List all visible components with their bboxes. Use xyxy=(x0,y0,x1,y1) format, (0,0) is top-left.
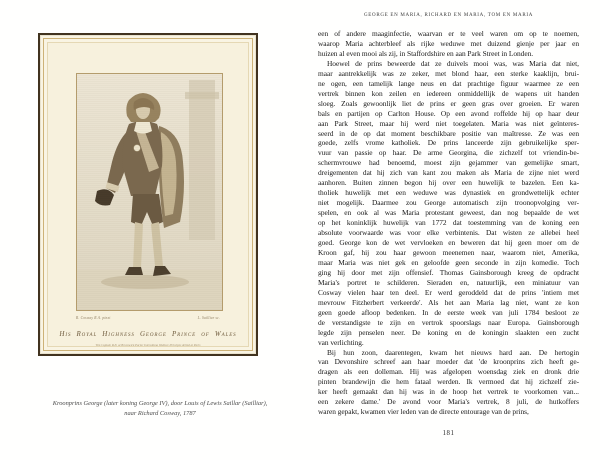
body-text-line: pinten brandewijn die hem fataal werden. Ik vermoed dat hij zichzelf zie- xyxy=(318,377,579,387)
running-header: GEORGE EN MARIA, RICHARD EN MARIA, TOM EN MARIA xyxy=(363,13,534,18)
body-text-line: goed. George kon de wet vervloeken en beweren dat hij geen moer om de xyxy=(318,238,579,248)
body-text-column xyxy=(318,29,579,417)
figure-caption xyxy=(20,399,300,418)
plate-credit-painter: R. Cosway R.A. pinxt xyxy=(76,316,111,320)
body-text-line: van verlichting. xyxy=(318,337,364,347)
body-text-line: spelen, en ook al was Maria protestant geweest, dan nog bepaalde de wet xyxy=(318,208,579,218)
body-text-line: waarop Maria achterbleef als rijke weduwe met duizend gienje per jaar en xyxy=(318,38,579,48)
prince-portrait-engraving xyxy=(76,73,223,311)
body-text-line: een of andere maaginfectie, waarvan er te veel waren om op te noemen, xyxy=(318,29,579,38)
plate-credit-engraver: L. Sailliar sc. xyxy=(197,316,220,320)
body-text-line: huizen al even mooi als zij, in Staffordshire en aan Park Street in Londen. xyxy=(318,48,534,58)
body-text-line: de verstandigste te zijn en vertrok spoorslags naar Europa. Gainsborough xyxy=(318,317,579,327)
body-text-line: vuur van passie op haar. De arme Georgina, die zichzelf tot vriendin-be- xyxy=(318,148,579,158)
figure-caption-line1: Kroonprins George (later koning George IV), door Louis of Lewis Saillar (Sailliar), xyxy=(52,400,268,407)
body-text-line: Maria's portret te schilderen. Sieraden en, natuurlijk, een miniatuur van xyxy=(318,277,579,287)
body-text-line: dragen als een dolleman. Hij was afgelopen woensdag ziek en dronk drie xyxy=(318,367,579,377)
page-number: 181 xyxy=(442,430,455,437)
body-text-line: waren gepakt, kwamen vier leden van de directe entourage van de prins, xyxy=(318,407,529,417)
body-text-line: mevrouw Fitzherbert verkeerde'. Als het aan Maria lag niet, want ze kon xyxy=(318,297,579,307)
body-text-line: tholiek huwelijk met een weduwe was dynastiek en grondwettelijk echter xyxy=(318,188,579,198)
body-text-line: sloeg. Zoals gewoonlijk liet de prins er geen gras over groeien. Er waren xyxy=(318,98,579,108)
plate-credits xyxy=(76,316,220,320)
body-text-line: ne ogen, een tamelijk lange neus en dat prachtige figuur waarmee ze een xyxy=(318,78,579,88)
body-text-line: absolute voorwaarde was voor elke verbintenis. Dat wisten ze allebei heel xyxy=(318,228,579,238)
body-text-line: niet mogelijk. Daarmee zou George automatisch zijn troonopvolging ver- xyxy=(318,198,579,208)
plate-publication-line: Wm Captain R.N. at Brunswick Partur Interallana Wallace Principes delind at Paris xyxy=(95,343,201,347)
body-text-line: van Devonshire schreef aan haar moeder dat 'de kroonprins zich heeft ge- xyxy=(318,357,579,367)
prince-figure-illustration xyxy=(77,74,222,310)
body-text-line: vertrek binnen kon zeilen en iedereen onmiddellijk de wapens uit handen xyxy=(318,88,579,98)
body-text-line: goede, zelfs vrome katholiek. De prins lanceerde zijn gebruikelijke sper- xyxy=(318,138,579,148)
body-text-line: Kroon gaf, hij zou haar gewoon meenemen naar, waarom niet, Amerika, xyxy=(318,247,579,257)
body-text-line: aanhoren. Buiten zinnen begon hij over een huwelijk te bazelen. Een ka- xyxy=(318,178,579,188)
body-text-line: Hoewel de prins beweerde dat ze duivels mooi was, was Maria dat niet, xyxy=(327,58,579,68)
body-text-line: Cosway vielen haar ten deel. Er werd geroddeld dat de prins 'intiem met xyxy=(318,287,579,297)
body-text-line: maar aantrekkelijk was ze zeker, met blond haar, een sterke kaaklijn, brui- xyxy=(318,68,579,78)
body-text-line: een zekere dame.' De avond voor Maria's vertrek, 8 juli, de hutkoffers xyxy=(318,397,579,407)
engraving-plate xyxy=(38,33,258,356)
body-text-line: aan Park Street, maar hij werd niet toegelaten. Maria was niet geïnteres- xyxy=(318,118,579,128)
body-text-line: bals en partijen op Carlton House. Op een avond roffelde hij op haar deur xyxy=(318,108,579,118)
body-text-line: seerd in de op dat moment beschikbare positie van maîtresse. Ze was een xyxy=(318,128,579,138)
body-text-line: maar Maria was niet gek en geloofde geen seconde in zijn komedie. Toch xyxy=(318,257,579,267)
body-text-line: ging hij door met zijn offensief. Thomas Gainsborough kreeg de opdracht xyxy=(318,267,579,277)
body-text-line: ker heeft gemaakt dan hij was in de hoop het vertrek te voorkomen van... xyxy=(318,387,579,397)
body-text-line: Bij hun zoon, daarentegen, kwam het nieuws hard aan. De hertogin xyxy=(327,347,579,357)
body-text-line: op het koninklijk huwelijk van 1772 dat toestemming van de koning een xyxy=(318,218,579,228)
body-text-line: schermvrouwe had benoemd, moest zijn gejammer van gemelijke smart, xyxy=(318,158,579,168)
body-text-line: legde zijn penselen neer. De koning en de koningin slaakten een zucht xyxy=(318,327,579,337)
plate-title: His Royal Highness George Prince of Wales xyxy=(59,330,237,338)
body-text-line: geen goede afloop bedenken. In de eerste week van juli 1784 besloot ze xyxy=(318,307,579,317)
body-text-line: dreigementen dat hij zich van kant zou maken als Maria de zijne niet werd xyxy=(318,168,579,178)
figure-caption-line2: naar Richard Cosway, 1787 xyxy=(124,409,196,417)
